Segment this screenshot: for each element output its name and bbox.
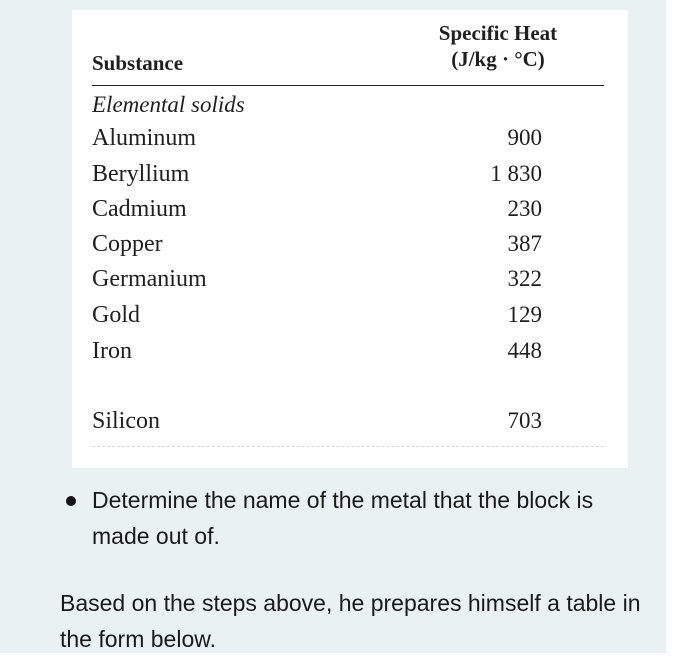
table-row [72, 231, 628, 261]
bullet-icon [66, 496, 76, 506]
right-margin [666, 0, 700, 659]
table-row [72, 408, 628, 438]
header-rule [92, 85, 604, 86]
table-row [72, 266, 628, 296]
substance-name: Beryllium [92, 161, 190, 187]
specific-heat-table-image [72, 10, 628, 468]
header-specific-heat-unit: (J/kg · °C) [451, 47, 545, 71]
substance-name: Cadmium [92, 196, 187, 222]
group-label: Elemental solids [92, 92, 245, 117]
substance-name: Iron [92, 338, 132, 364]
substance-name: Gold [92, 302, 140, 328]
table-row [72, 302, 628, 332]
body-paragraph: Based on the steps above, he prepares himself a table in the form below. [60, 590, 641, 652]
header-substance: Substance [92, 51, 184, 75]
specific-heat-value: 129 [507, 302, 542, 327]
specific-heat-value: 1 830 [490, 161, 542, 186]
table-row [72, 161, 628, 191]
specific-heat-value: 322 [507, 266, 542, 291]
table-row [72, 196, 628, 226]
header-specific-heat-title: Specific Heat [438, 21, 558, 45]
substance-name: Silicon [92, 408, 161, 434]
specific-heat-value: 900 [507, 125, 542, 150]
table-row [72, 338, 628, 368]
substance-name: Copper [92, 231, 163, 257]
specific-heat-value: 448 [507, 338, 542, 363]
header-specific-heat [406, 20, 590, 72]
specific-heat-value: 387 [507, 231, 542, 256]
substance-name: Germanium [92, 266, 207, 292]
bullet-text: Determine the name of the metal that the block is made out of. [92, 487, 594, 549]
specific-heat-value: 703 [507, 408, 542, 433]
specific-heat-value: 230 [507, 196, 542, 221]
cropped-row-edge [92, 446, 604, 448]
substance-name: Aluminum [92, 125, 197, 151]
table-row [72, 125, 628, 155]
